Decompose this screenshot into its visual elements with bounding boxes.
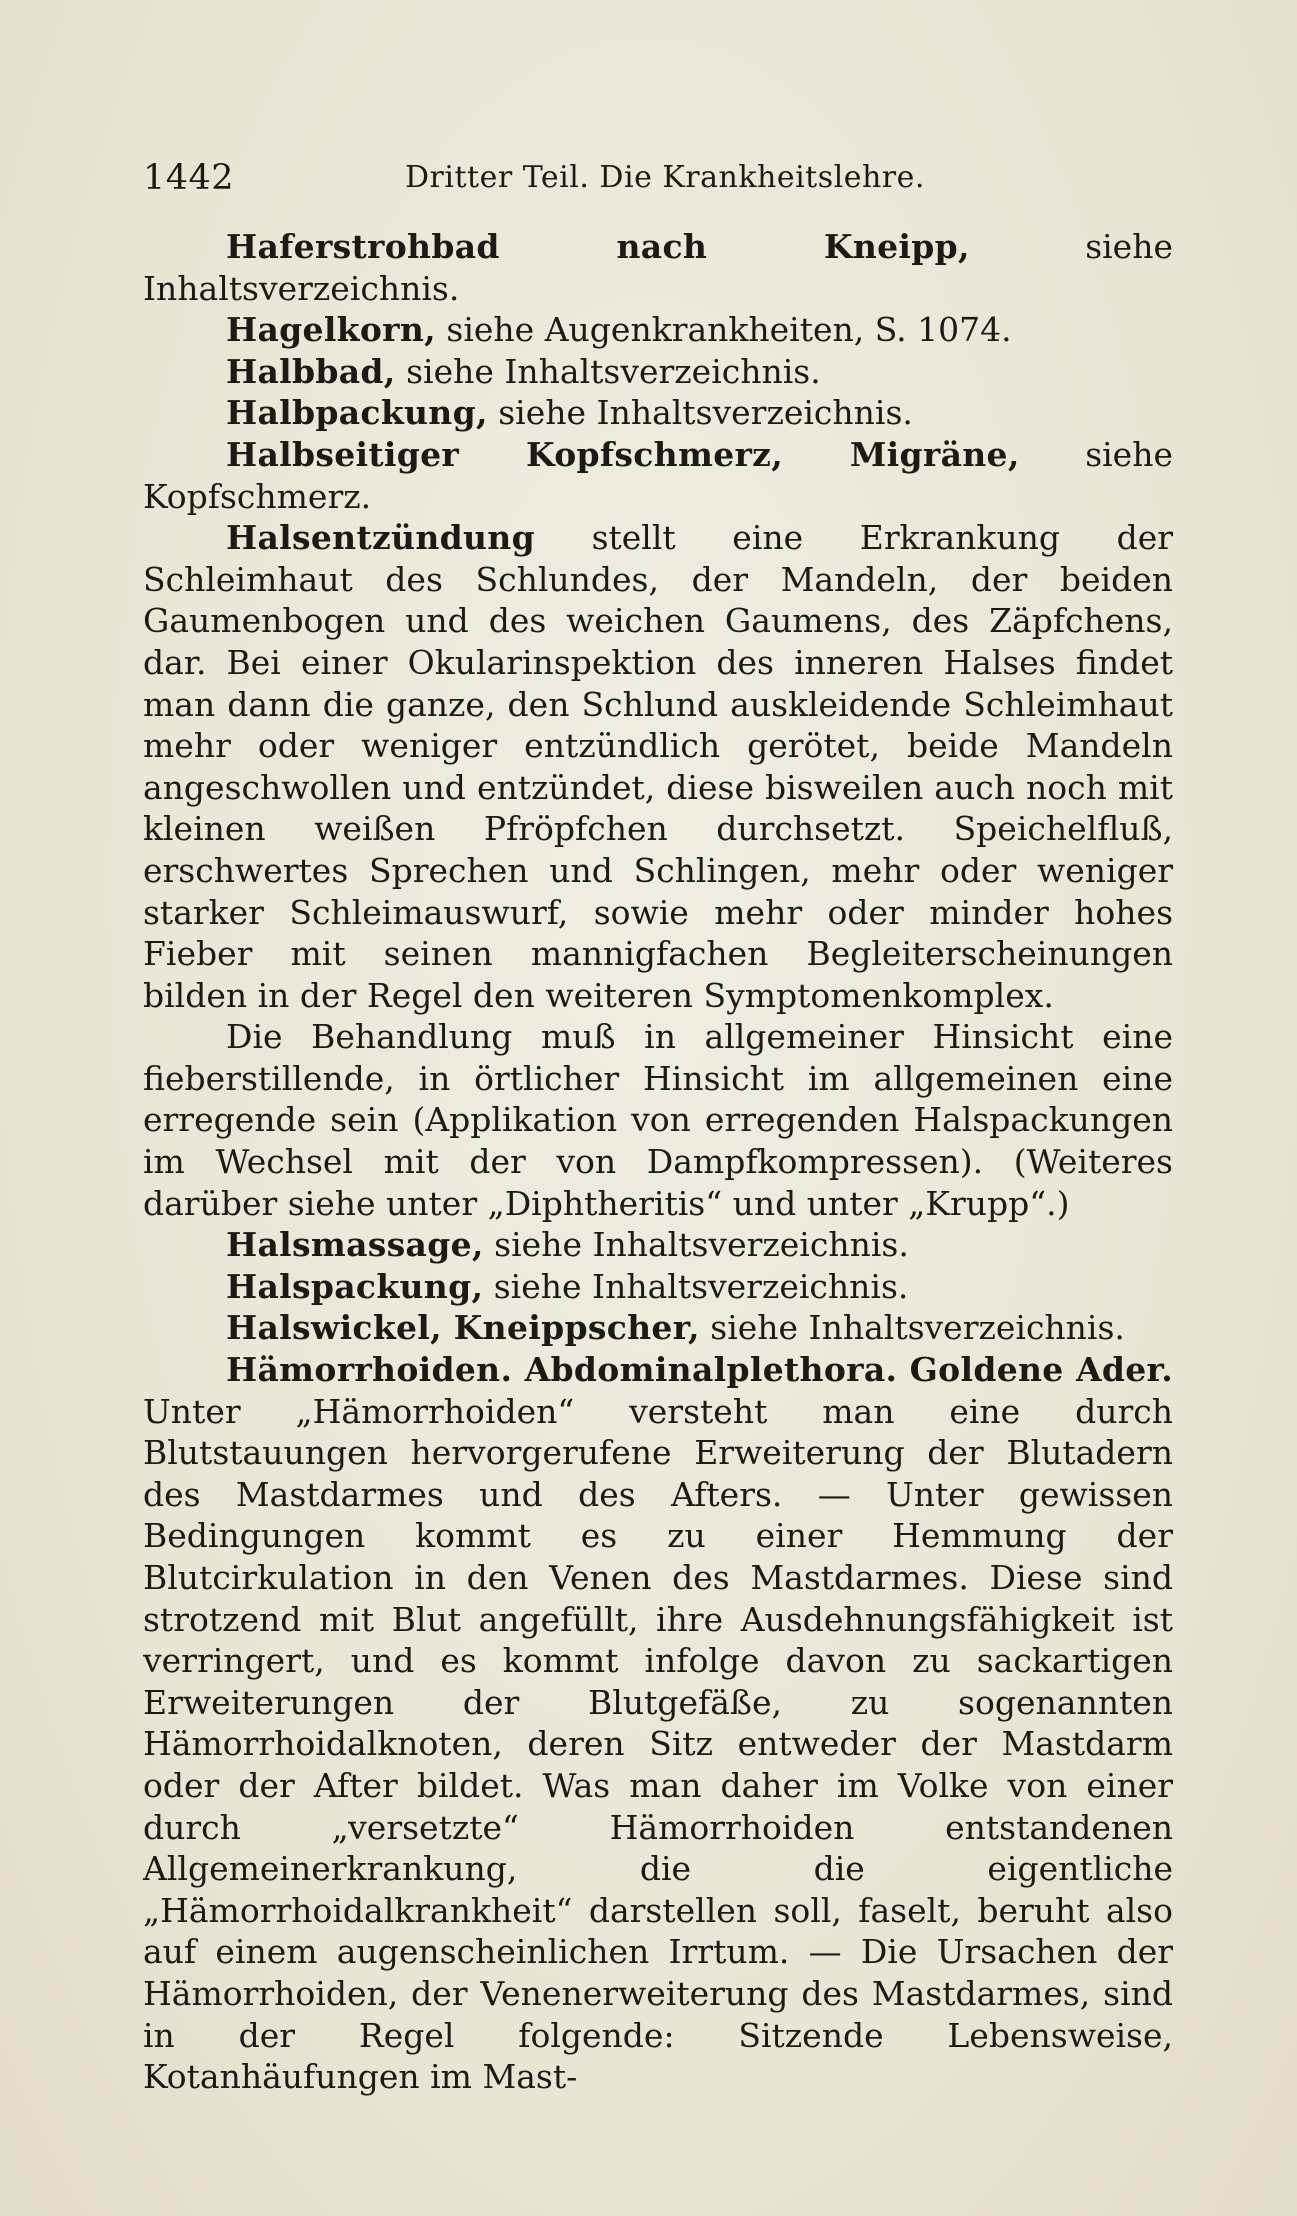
entry-term: Halswickel, Kneippscher,	[226, 1308, 700, 1348]
entry-term: Halsentzündung	[226, 518, 535, 558]
entry-term: Halspackung,	[226, 1266, 484, 1306]
entry-haferstrohbad	[143, 226, 1173, 309]
entry-text: siehe Inhaltsverzeichnis.	[483, 1225, 909, 1265]
entry-text: stellt eine Erkrankung der Schleimhaut des Schlundes, der Mandeln, der beiden Gaumenbogen und des weichen Gaumens, des Zäpfchens, dar. Bei einer Okularinspektion des inneren Halses findet man dann die ganze, den Schlund auskleidende Schleimhaut mehr oder weniger entzündlich gerötet, beide Mandeln angeschwollen und entzündet, diese bisweilen auch noch mit kleinen weißen Pfröpfchen durchsetzt. Speichelfluß, erschwertes Sprechen und Schlingen, mehr oder weniger starker Schleimauswurf, sowie mehr oder minder hohes Fieber mit seinen mannigfachen Begleiterscheinungen bilden in der Regel den weiteren Symptomenkomplex.	[143, 518, 1173, 1015]
entry-term: Hagelkorn,	[226, 310, 436, 350]
entry-haemorrhoiden	[143, 1349, 1173, 2098]
running-head: Dritter Teil. Die Krankheitslehre.	[405, 160, 925, 195]
entry-term: Halbseitiger Kopfschmerz, Migräne,	[226, 434, 1020, 474]
entry-halbpackung	[143, 392, 1173, 434]
entry-text: siehe Augenkrankheiten, S. 1074.	[435, 310, 1012, 350]
entry-halsentzuendung	[143, 517, 1173, 1016]
entry-text: siehe Inhaltsverzeichnis.	[483, 1266, 909, 1306]
entry-term: Halsmassage,	[226, 1225, 484, 1265]
paragraph-behandlung: Die Behandlung muß in allgemeiner Hinsicht eine fieberstillende, in örtlicher Hinsicht im allgemeinen eine erregende sein (Applikation von erregenden Halspackungen im Wechsel mit der von Dampfkompressen). (Weiteres darüber siehe unter „Diphtheritis“ und unter „Krupp“.)	[143, 1017, 1173, 1223]
entry-term: Hämorrhoiden. Abdominalplethora. Goldene Ader.	[226, 1350, 1173, 1390]
entry-term: Halbpackung,	[226, 393, 488, 433]
entry-term: Haferstrohbad nach Kneipp,	[226, 227, 970, 266]
page-header	[143, 150, 1173, 202]
entry-text: siehe Inhaltsverzeichnis.	[699, 1308, 1125, 1348]
entry-text: siehe Inhaltsverzeichnis.	[487, 393, 913, 433]
entry-text: siehe Inhaltsverzeichnis.	[143, 227, 1173, 308]
entry-halbseitiger-kopfschmerz	[143, 434, 1173, 517]
entry-halbbad	[143, 351, 1173, 393]
entry-text: Unter „Hämorrhoiden“ versteht man eine durch Blutstauungen hervorgerufene Erweiterung der Blutadern des Mastdarmes und des Afters. — Unter gewissen Bedingungen kommt es zu einer Hemmung der Blutcirkulation in den Venen des Mastdarmes. Diese sind strotzend mit Blut angefüllt, ihre Ausdehnungsfähigkeit ist verringert, und es kommt infolge davon zu sackartigen Erweiterungen der Blutgefäße, zu sogenannten Hämorrhoidalknoten, deren Sitz entweder der Mastdarm oder der After bildet. Was man daher im Volke von einer durch „versetzte“ Hämorrhoiden entstandenen Allgemeinerkrankung, die die eigentliche „Hämorrhoidalkrankheit“ darstellen soll, faselt, beruht also auf einem augenscheinlichen Irrtum. — Die Ursachen der Hämorrhoiden, der Venenerweiterung des Mastdarmes, sind in der Regel folgende: Sitzende Lebensweise, Kotanhäufungen im Mast-	[143, 1391, 1173, 2097]
entry-halspackung	[143, 1266, 1173, 1308]
book-page	[143, 150, 1173, 2098]
entry-halsmassage	[143, 1224, 1173, 1266]
entry-halswickel	[143, 1307, 1173, 1349]
entry-term: Halbbad,	[226, 351, 396, 391]
entry-hagelkorn	[143, 309, 1173, 351]
body-text	[143, 226, 1173, 2098]
entry-text: siehe Inhaltsverzeichnis.	[395, 351, 821, 391]
page-number: 1442	[143, 158, 235, 198]
entry-text: siehe Kopfschmerz.	[143, 434, 1173, 516]
